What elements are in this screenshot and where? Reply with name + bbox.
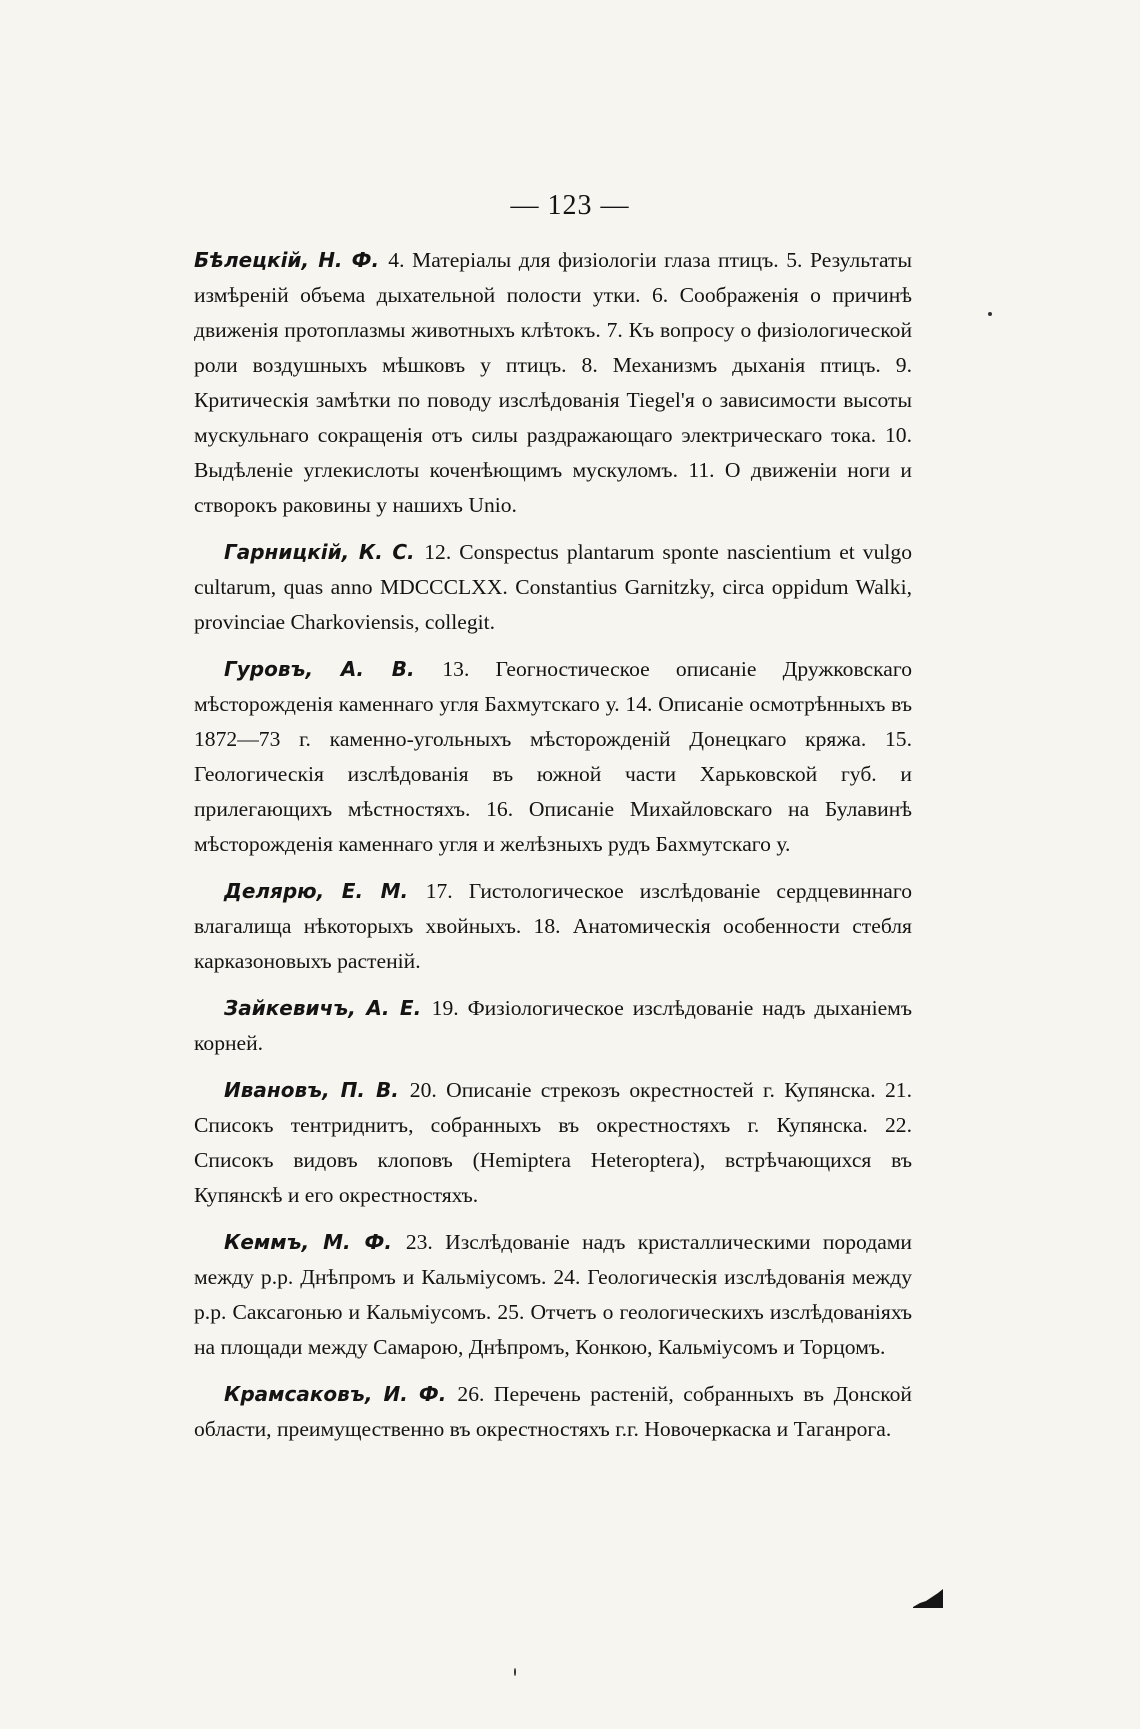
entry-author: Зайкевичъ, А. Е.: [224, 996, 432, 1020]
entry-text: 12. Conspectus plantarum sponte nascientium et vulgo cultarum, quas anno MDCCCLXX. Constantius Garnitzky, circa oppidum Walki, provinciae Charkoviensis, collegit.: [194, 540, 912, 634]
entry-text: 19. Физіологическое изслѣдованіе надъ дыханіемъ корней.: [194, 996, 912, 1055]
entry-gurov: [194, 652, 912, 862]
entry-text: 26. Перечень растеній, собранныхъ въ Донской области, преимущественно въ окрестностяхъ г.г. Новочеркаска и Таганрога.: [194, 1382, 912, 1441]
entry-author: Гарницкій, К. С.: [224, 540, 425, 564]
entry-author: Крамсаковъ, И. Ф.: [224, 1382, 458, 1406]
entry-garnitsky: [194, 535, 912, 640]
entry-kramsakov: [194, 1377, 912, 1447]
entry-kemm: [194, 1225, 912, 1365]
ink-smudge: [912, 1587, 944, 1609]
entry-delyaryu: [194, 874, 912, 979]
entry-author: Ивановъ, П. В.: [224, 1078, 410, 1102]
entry-bieletsky: [194, 243, 912, 523]
entry-text: 13. Геогностическое описаніе Дружковскаго мѣсторожденія каменнаго угля Бахмутскаго у. 14. Описаніе осмотрѣнныхъ въ 1872—73 г. каменно-угольныхъ мѣсторожденій Донецкаго кряжа. 15. Геологическія изслѣдованія въ южной части Харьковской губ. и прилегающихъ мѣстностяхъ. 16. Описаніе Михайловскаго на Булавинѣ мѣсторожденія каменнаго угля и желѣзныхъ рудъ Бахмутскаго у.: [194, 657, 912, 856]
page-body: [194, 243, 912, 1459]
entry-text: 23. Изслѣдованіе надъ кристаллическими породами между р.р. Днѣпромъ и Кальміусомъ. 24. Геологическія изслѣдованія между р.р. Саксагонью и Кальміусомъ. 25. Отчетъ о геологическихъ изслѣдованіяхъ на площади между Самарою, Днѣпромъ, Конкою, Кальміусомъ и Торцомъ.: [194, 1230, 912, 1359]
speck-mark: [514, 1668, 516, 1676]
entry-text: 4. Матеріалы для физіологіи глаза птицъ. 5. Результаты измѣреній объема дыхательной полости утки. 6. Соображенія о причинѣ движенія протоплазмы животныхъ клѣтокъ. 7. Къ вопросу о физіологической роли воздушныхъ мѣшковъ у птицъ. 8. Механизмъ дыханія птицъ. 9. Критическія замѣтки по поводу изслѣдованія Tiegel'я о зависимости высоты мускульнаго сокращенія отъ силы раздражающаго электрическаго тока. 10. Выдѣленіе углекислоты коченѣющимъ мускуломъ. 11. О движеніи ноги и створокъ раковины у нашихъ Unio.: [194, 248, 912, 517]
entry-text: 17. Гистологическое изслѣдованіе сердцевиннаго влагалища нѣкоторыхъ хвойныхъ. 18. Анатомическія особенности стебля карказоновыхъ растеній.: [194, 879, 912, 973]
entry-text: 20. Описаніе стрекозъ окрестностей г. Купянска. 21. Списокъ тентриднитъ, собранныхъ въ окрестностяхъ г. Купянска. 22. Списокъ видовъ клоповъ (Hemiptera Heteroptera), встрѣчающихся въ Купянскѣ и его окрестностяхъ.: [194, 1078, 912, 1207]
entry-author: Кеммъ, М. Ф.: [224, 1230, 406, 1254]
entry-author: Бѣлецкій, Н. Ф.: [194, 248, 389, 272]
entry-ivanov: [194, 1073, 912, 1213]
entry-author: Гуровъ, А. В.: [224, 657, 443, 681]
speck-mark: [988, 312, 992, 316]
entry-author: Делярю, Е. М.: [224, 879, 426, 903]
entry-zaikevich: [194, 991, 912, 1061]
page-number: — 123 —: [510, 190, 630, 221]
